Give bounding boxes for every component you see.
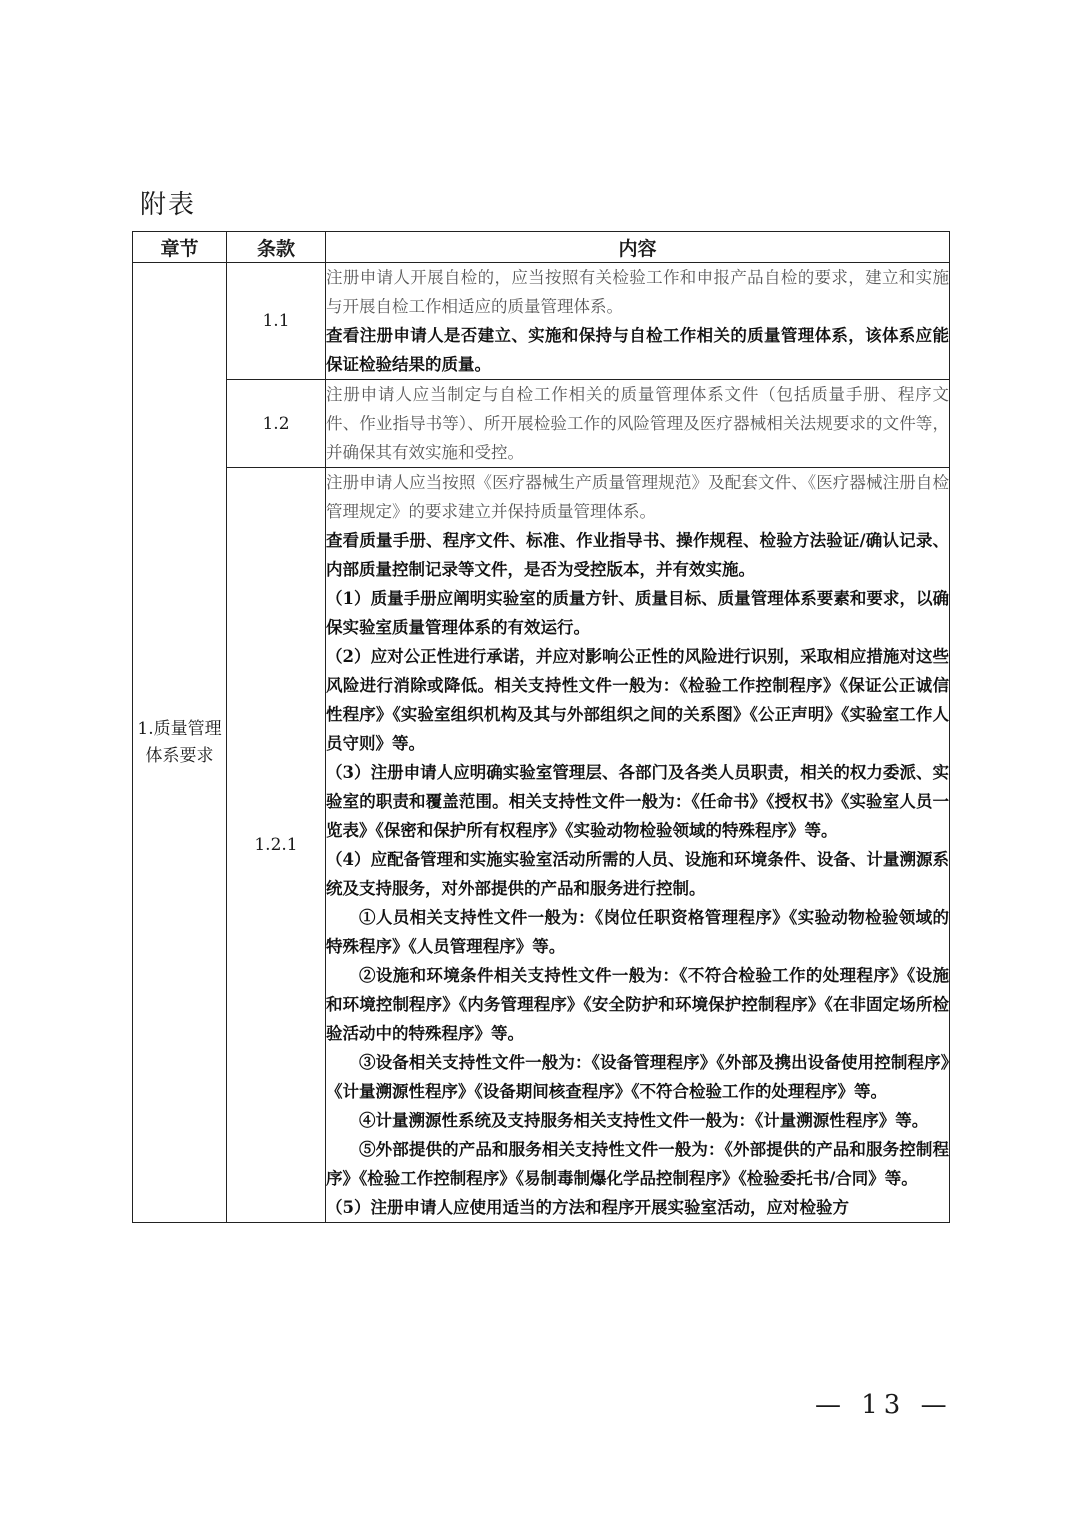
content-paragraph: （4）应配备管理和实施实验室活动所需的人员、设施和环境条件、设备、计量溯源系统及支持服务，对外部提供的产品和服务进行控制。 — [326, 850, 949, 898]
page-number: — 13 — — [815, 1390, 953, 1420]
header-content: 内容 — [326, 232, 950, 263]
content-paragraph: ③设备相关支持性文件一般为：《设备管理程序》《外部及携出设备使用控制程序》《计量溯源性程序》《设备期间核查程序》《不符合检验工作的处理程序》等。 — [326, 1053, 949, 1101]
table-row — [133, 468, 950, 1223]
content-paragraph: 查看注册申请人是否建立、实施和保持与自检工作相关的质量管理体系，该体系应能保证检验结果的质量。 — [326, 326, 949, 374]
content-paragraph: （5）注册申请人应使用适当的方法和程序开展实验室活动，应对检验方 — [326, 1198, 849, 1217]
clause-cell: 1.2.1 — [227, 468, 326, 1223]
content-paragraph: 注册申请人应当按照《医疗器械生产质量管理规范》及配套文件、《医疗器械注册自检管理规定》的要求建立并保持质量管理体系。 — [326, 473, 949, 521]
requirements-table — [132, 231, 950, 1223]
content-cell — [326, 263, 950, 380]
header-chapter: 章节 — [133, 232, 227, 263]
clause-cell: 1.1 — [227, 263, 326, 380]
table-row — [133, 380, 950, 468]
chapter-cell: 1.质量管理体系要求 — [133, 263, 227, 1223]
content-paragraph: ⑤外部提供的产品和服务相关支持性文件一般为：《外部提供的产品和服务控制程序》《检验工作控制程序》《易制毒制爆化学品控制程序》《检验委托书/合同》等。 — [326, 1140, 949, 1188]
content-paragraph: ②设施和环境条件相关支持性文件一般为：《不符合检验工作的处理程序》《设施和环境控制程序》《内务管理程序》《安全防护和环境保护控制程序》《在非固定场所检验活动中的特殊程序》等。 — [326, 966, 949, 1043]
content-cell — [326, 468, 950, 1223]
content-paragraph: ④计量溯源性系统及支持服务相关支持性文件一般为：《计量溯源性程序》等。 — [359, 1111, 929, 1130]
clause-cell: 1.2 — [227, 380, 326, 468]
content-paragraph: （2）应对公正性进行承诺，并应对影响公正性的风险进行识别，采取相应措施对这些风险进行消除或降低。相关支持性文件一般为：《检验工作控制程序》《保证公正诚信性程序》《实验室组织机构及其与外部组织之间的关系图》《公正声明》《实验室工作人员守则》等。 — [326, 647, 949, 753]
content-paragraph: 查看质量手册、程序文件、标准、作业指导书、操作规程、检验方法验证/确认记录、内部质量控制记录等文件，是否为受控版本，并有效实施。 — [326, 531, 949, 579]
header-clause: 条款 — [227, 232, 326, 263]
content-paragraph: （3）注册申请人应明确实验室管理层、各部门及各类人员职责，相关的权力委派、实验室的职责和覆盖范围。相关支持性文件一般为：《任命书》《授权书》《实验室人员一览表》《保密和保护所有权程序》《实验动物检验领域的特殊程序》等。 — [326, 763, 949, 840]
table-body — [133, 263, 950, 1223]
content-paragraph: 注册申请人应当制定与自检工作相关的质量管理体系文件（包括质量手册、程序文件、作业指导书等）、所开展检验工作的风险管理及医疗器械相关法规要求的文件等，并确保其有效实施和受控。 — [326, 385, 949, 462]
content-paragraph: 注册申请人开展自检的，应当按照有关检验工作和申报产品自检的要求，建立和实施与开展自检工作相适应的质量管理体系。 — [326, 268, 949, 316]
table-header-row — [133, 232, 950, 263]
appendix-title: 附表 — [140, 190, 197, 220]
table-row — [133, 263, 950, 380]
content-cell — [326, 380, 950, 468]
content-paragraph: ①人员相关支持性文件一般为：《岗位任职资格管理程序》《实验动物检验领域的特殊程序》《人员管理程序》等。 — [326, 908, 949, 956]
content-paragraph: （1）质量手册应阐明实验室的质量方针、质量目标、质量管理体系要素和要求，以确保实验室质量管理体系的有效运行。 — [326, 589, 949, 637]
